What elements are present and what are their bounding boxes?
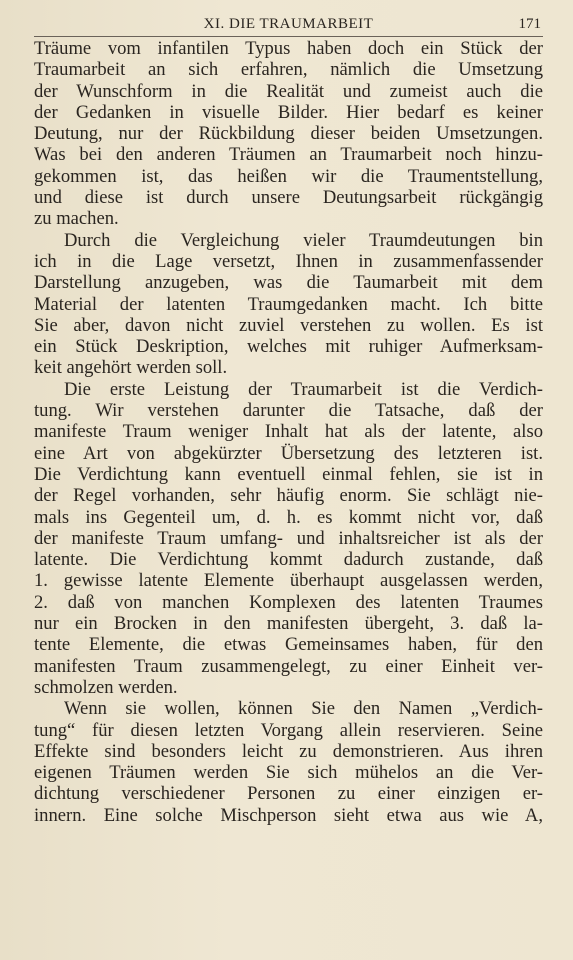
text-line: 2. daß von manchen Komplexen des latenten Traumes (34, 591, 543, 613)
text-line: 1. gewisse latente Elemente überhaupt ausgelassen werden, (34, 570, 543, 592)
text-line: eigenen Träumen werden Sie sich mühelos an die Ver- (34, 762, 543, 784)
text-line: tung“ für diesen letzten Vorgang allein reservieren. Seine (34, 719, 543, 741)
text-line: keit angehört werden soll. (34, 357, 228, 379)
text-line: Traumarbeit an sich erfahren, nämlich die Umsetzung (34, 59, 543, 81)
page-number: 171 (518, 16, 541, 32)
text-line: Material der latenten Traumgedanken macht. Ich bitte (34, 293, 543, 315)
text-line: Was bei den anderen Träumen an Traumarbeit noch hinzu- (34, 144, 543, 166)
text-line: Die Verdichtung kann eventuell einmal fehlen, sie ist in (34, 463, 543, 485)
text-line: Darstellung anzugeben, was die Taumarbeit mit dem (34, 272, 543, 294)
text-line: der Wunschform in die Realität und zumeist auch die (34, 80, 543, 102)
text-line: gekommen ist, das heißen wir die Traumentstellung, (34, 165, 543, 187)
text-line: und diese ist durch unsere Deutungsarbeit rückgängig (34, 187, 543, 209)
text-line: tente Elemente, die etwas Gemeinsames haben, für den (34, 634, 543, 656)
text-line: mals ins Gegenteil um, d. h. es kommt nicht vor, daß (34, 506, 543, 528)
text-line: zu machen. (34, 208, 119, 230)
text-line: Durch die Vergleichung vieler Traumdeutungen bin (64, 229, 543, 251)
text-line: schmolzen werden. (34, 676, 178, 698)
text-line: Wenn sie wollen, können Sie den Namen „Verdich- (64, 698, 543, 720)
text-line: nur ein Brocken in den manifesten übergeht, 3. daß la- (34, 613, 543, 635)
text-line: der Regel vorhanden, sehr häufig enorm. Sie schlägt nie- (34, 485, 543, 507)
text-line: Träume vom infantilen Typus haben doch ein Stück der (34, 38, 543, 59)
running-title: XI. DIE TRAUMARBEIT (203, 16, 374, 32)
text-line: ein Stück Deskription, welches mit ruhiger Aufmerksam- (34, 336, 543, 358)
text-line: eine Art von abgekürzter Übersetzung des letzteren ist. (34, 442, 543, 464)
text-line: Sie aber, davon nicht zuviel verstehen zu wollen. Es ist (34, 314, 543, 336)
text-line: Deutung, nur der Rückbildung dieser beiden Umsetzungen. (34, 123, 543, 145)
text-line: ich in die Lage versetzt, Ihnen in zusammenfassender (34, 250, 543, 272)
text-line: Die erste Leistung der Traumarbeit ist die Verdich- (64, 378, 543, 400)
text-line: innern. Eine solche Mischperson sieht etwa aus wie A, (34, 804, 543, 826)
text-line: dichtung verschiedener Personen zu einer einzigen er- (34, 783, 543, 805)
text-line: tung. Wir verstehen darunter die Tatsache, daß der (34, 400, 543, 422)
body-text (34, 38, 543, 826)
text-line: latente. Die Verdichtung kommt dadurch zustande, daß (34, 549, 543, 571)
running-head (34, 14, 543, 37)
text-line: manifeste Traum weniger Inhalt hat als der latente, also (34, 421, 543, 443)
text-line: manifesten Traum zusammengelegt, zu einer Einheit ver- (34, 655, 543, 677)
text-line: der manifeste Traum umfang- und inhaltsreicher ist als der (34, 527, 543, 549)
text-line: Effekte sind besonders leicht zu demonstrieren. Aus ihren (34, 740, 543, 762)
text-line: der Gedanken in visuelle Bilder. Hier bedarf es keiner (34, 101, 543, 123)
